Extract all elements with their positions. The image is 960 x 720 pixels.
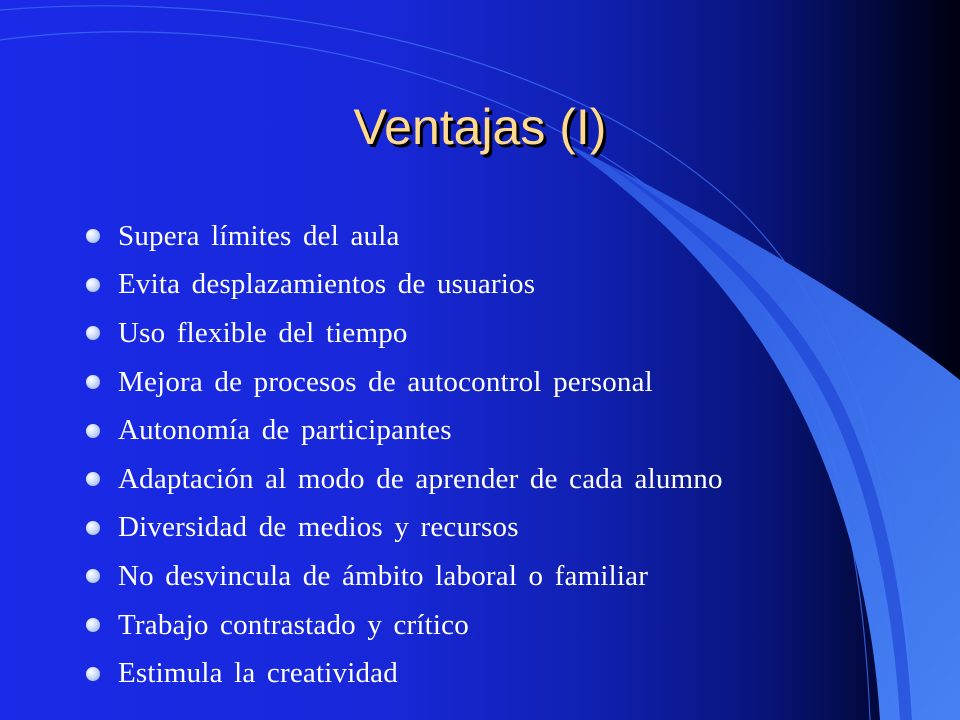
bullet-item [86, 504, 723, 553]
round-bullet-icon [86, 618, 100, 632]
bullet-item [86, 552, 723, 601]
round-bullet-icon [86, 424, 100, 438]
round-bullet-icon [86, 521, 100, 535]
bullet-item [86, 649, 723, 698]
bullet-list [86, 212, 723, 698]
round-bullet-icon [86, 326, 100, 340]
bullet-item [86, 212, 723, 261]
bullet-item [86, 406, 723, 455]
bullet-text: Supera límites del aula [118, 219, 400, 252]
bullet-item [86, 309, 723, 358]
slide-title: Ventajas (I) [353, 99, 607, 155]
round-bullet-icon [86, 229, 100, 243]
bullet-text: Mejora de procesos de autocontrol personal [118, 365, 653, 398]
bullet-item [86, 358, 723, 407]
round-bullet-icon [86, 472, 100, 486]
bullet-text: Trabajo contrastado y crítico [118, 608, 469, 641]
bullet-text: Evita desplazamientos de usuarios [118, 268, 536, 301]
round-bullet-icon [86, 667, 100, 681]
bullet-item [86, 261, 723, 310]
bullet-text: Autonomía de participantes [118, 414, 452, 447]
bullet-text: Adaptación al modo de aprender de cada alumno [118, 462, 723, 495]
bullet-item [86, 455, 723, 504]
round-bullet-icon [86, 569, 100, 583]
bullet-text: Estimula la creatividad [118, 657, 398, 690]
bullet-text: Diversidad de medios y recursos [118, 511, 519, 544]
bullet-item [86, 601, 723, 650]
round-bullet-icon [86, 375, 100, 389]
bullet-text: No desvincula de ámbito laboral o familiar [118, 559, 649, 592]
round-bullet-icon [86, 278, 100, 292]
bullet-text: Uso flexible del tiempo [118, 316, 408, 349]
